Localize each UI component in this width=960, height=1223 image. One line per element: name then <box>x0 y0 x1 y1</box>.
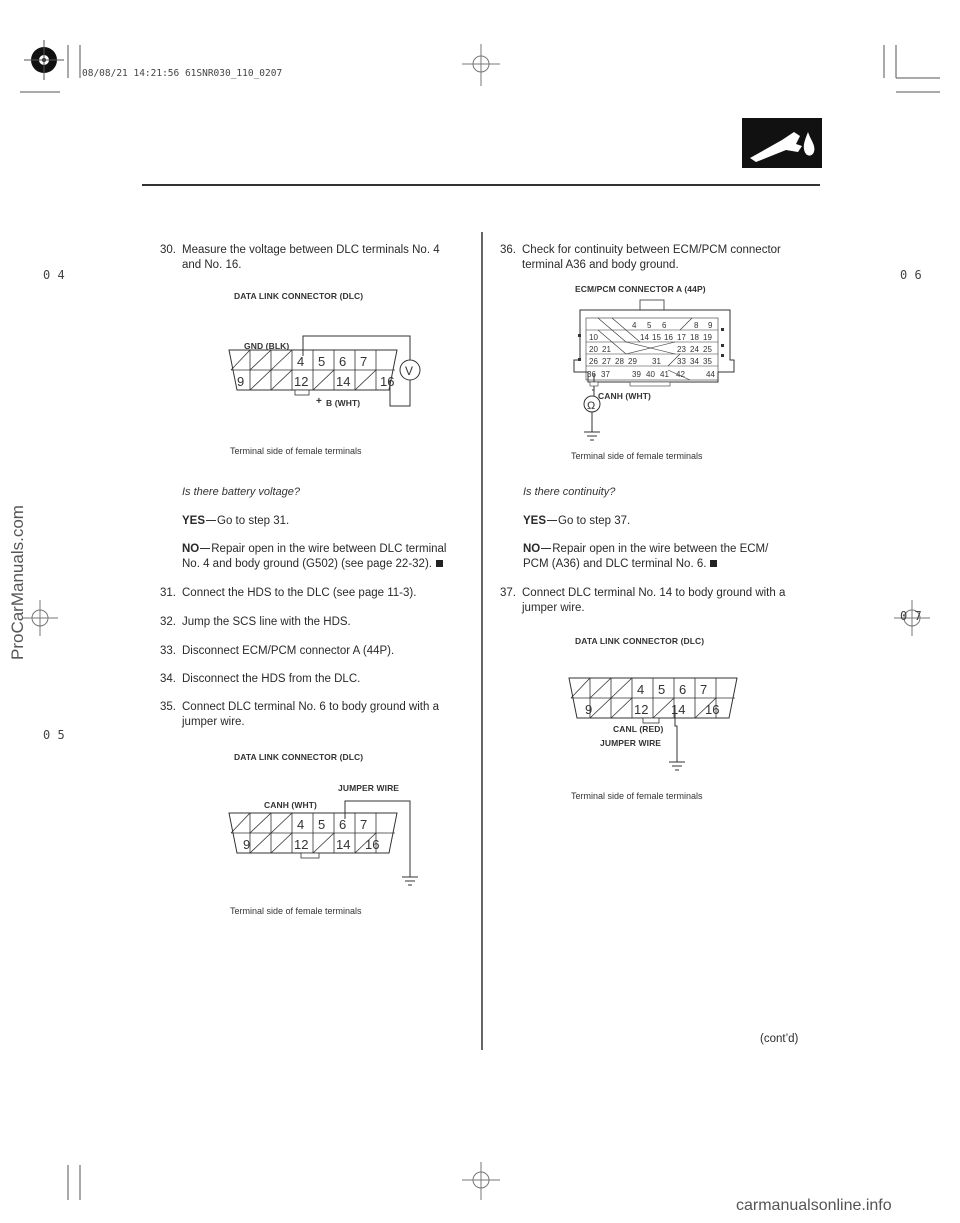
pin-label: 37 <box>601 370 610 379</box>
pin-label: 35 <box>703 357 712 366</box>
dlc-voltage-diagram <box>225 328 425 408</box>
print-timestamp: 08/08/21 14:21:56 61SNR030_110_0207 <box>82 68 283 79</box>
pin-label: 15 <box>652 333 661 342</box>
pin-label: 20 <box>589 345 598 354</box>
plus-sign: + <box>316 396 322 407</box>
pin-label: 9 <box>585 702 593 717</box>
pin-label: 40 <box>646 370 655 379</box>
end-mark-icon <box>710 560 717 567</box>
b-wire-label: B (WHT) <box>326 398 361 408</box>
pin-label: 7 <box>360 354 368 369</box>
step-31: 31. Connect the HDS to the DLC (see page 11-3). <box>160 587 417 599</box>
pin-label: 4 <box>297 817 305 832</box>
ground-icon <box>402 877 418 885</box>
pin-label: 18 <box>690 333 699 342</box>
side-mark: 0 6 <box>900 268 922 282</box>
pin-label: 10 <box>589 333 598 342</box>
pin-label: 42 <box>676 370 685 379</box>
pin-label: 16 <box>380 374 395 389</box>
pin-label: 16 <box>705 702 720 717</box>
pin-label: 29 <box>628 357 637 366</box>
end-mark-icon <box>436 560 443 567</box>
pin-label: 23 <box>677 345 686 354</box>
pin-label: 19 <box>703 333 712 342</box>
watermark-bottom: carmanualsonline.info <box>736 1197 892 1214</box>
pin-label: 6 <box>339 354 347 369</box>
dlc-jumper-diagram <box>225 795 425 895</box>
figure-title: DATA LINK CONNECTOR (DLC) <box>575 636 705 646</box>
side-mark: 0 7 <box>900 609 922 623</box>
pin-label: 31 <box>652 357 661 366</box>
pin-label: 26 <box>589 357 598 366</box>
pin-label: 8 <box>694 321 699 330</box>
pin-label: 4 <box>637 682 645 697</box>
step-34: 34. Disconnect the HDS from the DLC. <box>160 673 361 685</box>
pin-label: 34 <box>690 357 699 366</box>
question: Is there continuity? <box>523 486 616 498</box>
yes-answer: YES Go to step 37. <box>523 515 631 527</box>
pin-label: 5 <box>647 321 652 330</box>
figure-caption: Terminal side of female terminals <box>230 446 362 456</box>
no-answer: NO Repair open in the wire between DLC terminal No. 4 and body ground (G502) (see page 22-32). <box>182 543 447 570</box>
step-30: 30. Measure the voltage between DLC terminals No. 4 and No. 16. <box>160 244 440 271</box>
pin-label: 24 <box>690 345 699 354</box>
ground-icon <box>669 762 685 770</box>
figure-title: ECM/PCM CONNECTOR A (44P) <box>575 284 706 294</box>
dlc-jumper-diagram <box>565 660 765 780</box>
figure-caption: Terminal side of female terminals <box>230 906 362 916</box>
side-mark: 0 5 <box>43 728 65 742</box>
pin-label: 41 <box>660 370 669 379</box>
ecm-connector-diagram <box>570 298 740 444</box>
canh-label: CANH (WHT) <box>264 800 317 810</box>
pin-label: 14 <box>336 374 351 389</box>
pin-label: 14 <box>671 702 686 717</box>
pin-label: 14 <box>640 333 649 342</box>
pin-label: 39 <box>632 370 641 379</box>
pin-label: 6 <box>339 817 347 832</box>
gnd-label: GND (BLK) <box>244 341 290 351</box>
pin-label: 33 <box>677 357 686 366</box>
pin-label: 12 <box>634 702 649 717</box>
step-36: 36. Check for continuity between ECM/PCM connector terminal A36 and body ground. <box>500 244 781 271</box>
pin-label: 28 <box>615 357 624 366</box>
step-35: 35. Connect DLC terminal No. 6 to body ground with a jumper wire. <box>160 701 439 728</box>
pin-label: 44 <box>706 370 715 379</box>
pin-label: 12 <box>294 374 309 389</box>
step-33: 33. Disconnect ECM/PCM connector A (44P). <box>160 645 395 657</box>
pin-label: 5 <box>318 817 326 832</box>
crosshair-icon <box>462 1162 500 1200</box>
figure-title: DATA LINK CONNECTOR (DLC) <box>234 291 364 301</box>
pin-label: 14 <box>336 837 351 852</box>
pin-label: 27 <box>602 357 611 366</box>
jumper-wire-label: JUMPER WIRE <box>600 738 662 748</box>
figure-title: DATA LINK CONNECTOR (DLC) <box>234 752 364 762</box>
canh-label: CANH (WHT) <box>598 391 651 401</box>
step-37: 37. Connect DLC terminal No. 14 to body ground with a jumper wire. <box>500 587 786 614</box>
yes-answer: YES Go to step 31. <box>182 515 290 527</box>
svg-text:V: V <box>405 364 414 378</box>
side-mark: 0 4 <box>43 268 65 282</box>
pin-label: 4 <box>297 354 305 369</box>
continued-note: (cont’d) <box>760 1033 799 1045</box>
figure-caption: Terminal side of female terminals <box>571 451 703 461</box>
pin-label: 9 <box>708 321 713 330</box>
jumper-wire-label: JUMPER WIRE <box>338 783 400 793</box>
canl-label: CANL (RED) <box>613 724 664 734</box>
pin-label: 16 <box>664 333 673 342</box>
question: Is there battery voltage? <box>182 486 301 498</box>
step-32: 32. Jump the SCS line with the HDS. <box>160 616 351 628</box>
crosshair-icon <box>462 44 500 86</box>
svg-text:Ω: Ω <box>587 400 596 412</box>
pin-label: 17 <box>677 333 686 342</box>
pin-label: 9 <box>237 374 245 389</box>
fuel-nozzle-icon <box>742 118 822 168</box>
pin-label: 6 <box>662 321 667 330</box>
pin-label: 5 <box>658 682 666 697</box>
pin-label: 12 <box>294 837 309 852</box>
pin-label: 16 <box>365 837 380 852</box>
pin-label: 6 <box>679 682 687 697</box>
registration-disc-icon <box>24 40 64 80</box>
figure-caption: Terminal side of female terminals <box>571 791 703 801</box>
ground-icon <box>584 432 600 440</box>
pin-label: 7 <box>360 817 368 832</box>
voltmeter-icon <box>400 360 420 380</box>
dlc-connector <box>229 350 397 395</box>
pin-label: 25 <box>703 345 712 354</box>
pin-label: 7 <box>700 682 708 697</box>
watermark-left: ProCarManuals.com <box>8 505 27 660</box>
pin-label: 36 <box>587 370 596 379</box>
pin-label: 4 <box>632 321 637 330</box>
pin-label: 9 <box>243 837 251 852</box>
pin-label: 21 <box>602 345 611 354</box>
pin-label: 5 <box>318 354 326 369</box>
no-answer: NO Repair open in the wire between the ECM/ PCM (A36) and DLC terminal No. 6. <box>523 543 769 570</box>
